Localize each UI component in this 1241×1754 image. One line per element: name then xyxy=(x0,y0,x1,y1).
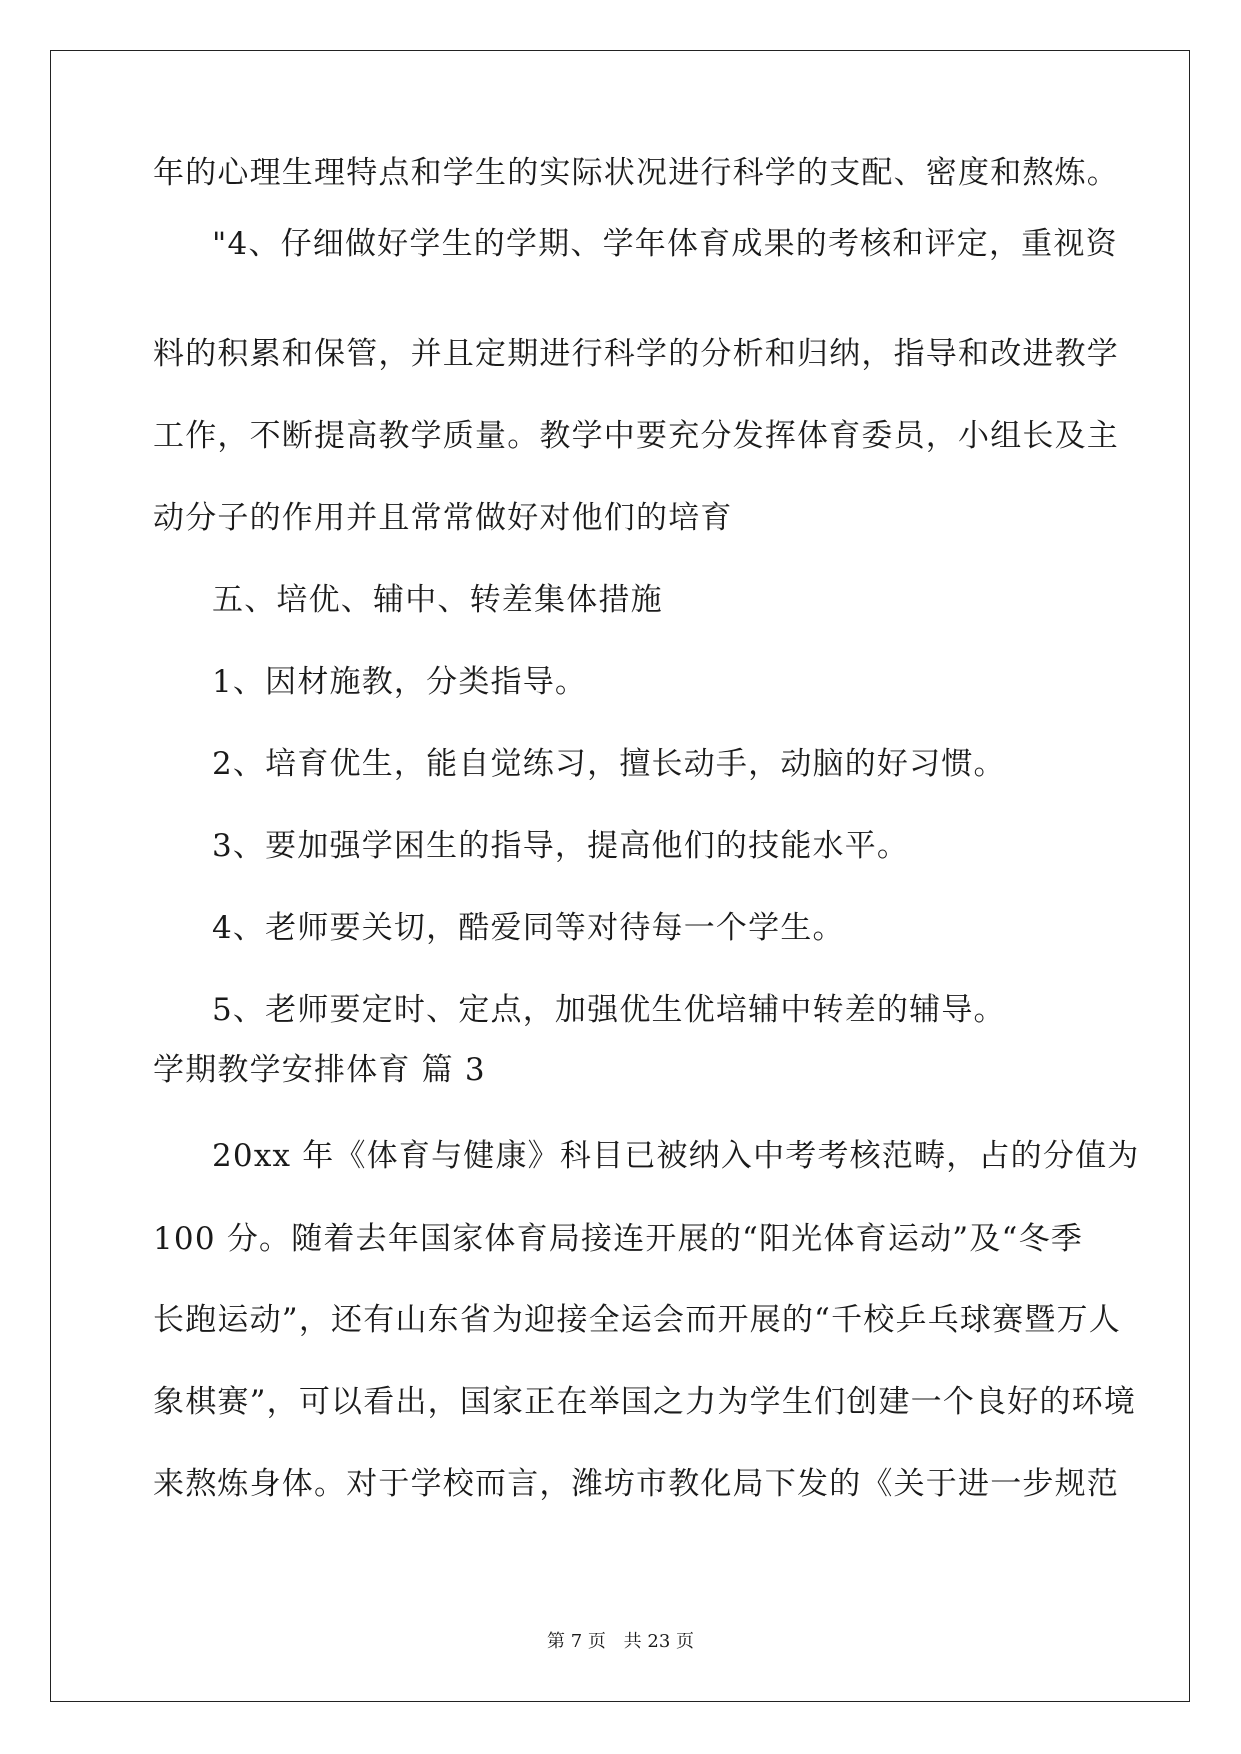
page-footer xyxy=(0,1630,1241,1654)
page-number: 第 7 页 xyxy=(547,1631,606,1652)
body-line-7: 100 分。随着去年国家体育局接连开展的“阳光体育运动”及“冬季 xyxy=(153,1221,1083,1257)
body-line-5: 动分子的作用并且常常做好对他们的培育 xyxy=(153,500,733,536)
body-line-9: 象棋赛”，可以看出，国家正在举国之力为学生们创建一个良好的环境 xyxy=(153,1384,1137,1420)
body-line-1: 年的心理生理特点和学生的实际状况进行科学的支配、密度和熬炼。 xyxy=(153,155,1119,191)
body-line-3: 料的积累和保管，并且定期进行科学的分析和归纳，指导和改进教学 xyxy=(153,336,1119,372)
list-item-5: 5、老师要定时、定点，加强优生优培辅中转差的辅导。 xyxy=(212,992,1006,1028)
list-item-3: 3、要加强学困生的指导，提高他们的技能水平。 xyxy=(212,828,910,864)
list-item-2: 2、培育优生，能自觉练习，擅长动手，动脑的好习惯。 xyxy=(212,746,1006,782)
list-item-4: 4、老师要关切，酷爱同等对待每一个学生。 xyxy=(212,910,845,946)
body-line-10: 来熬炼身体。对于学校而言，潍坊市教化局下发的《关于进一步规范 xyxy=(153,1466,1119,1502)
body-line-2: "4、仔细做好学生的学期、学年体育成果的考核和评定，重视资 xyxy=(212,226,1118,262)
section-heading-5: 五、培优、辅中、转差集体措施 xyxy=(212,582,663,618)
body-line-8: 长跑运动”，还有山东省为迎接全运会而开展的“千校乒乓球赛暨万人 xyxy=(153,1302,1121,1338)
body-line-4: 工作，不断提高教学质量。教学中要充分发挥体育委员，小组长及主 xyxy=(153,418,1119,454)
list-item-1: 1、因材施教，分类指导。 xyxy=(212,664,588,700)
article-title: 学期教学安排体育 篇 3 xyxy=(153,1052,486,1088)
page-border xyxy=(50,50,1190,1702)
page-total: 共 23 页 xyxy=(623,1631,694,1652)
body-line-6: 20xx 年《体育与健康》科目已被纳入中考考核范畴，占的分值为 xyxy=(212,1138,1140,1174)
